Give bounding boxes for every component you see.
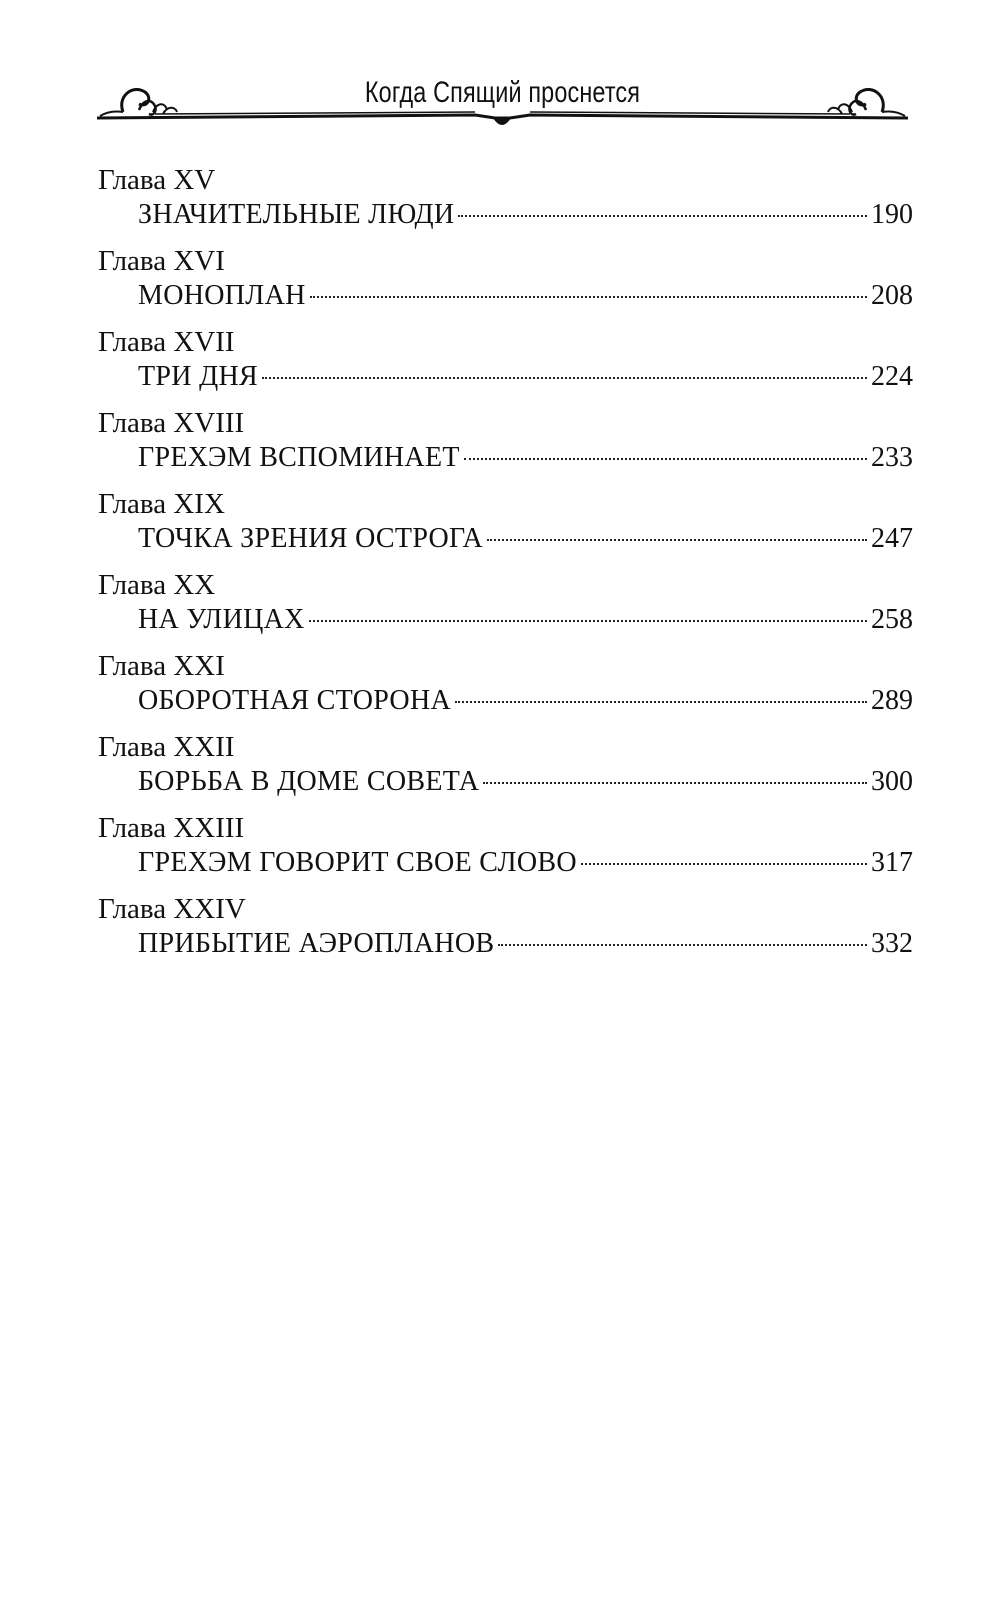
chapter-title-line (138, 359, 913, 395)
toc-entry (98, 241, 913, 322)
toc-entry (98, 727, 913, 808)
chapter-label: Глава XXII (98, 731, 235, 763)
page-number: 247 (871, 523, 913, 554)
dot-leader (498, 944, 867, 946)
chapter-title: ЗНАЧИТЕЛЬНЫЕ ЛЮДИ (138, 199, 455, 230)
page-number: 190 (871, 199, 913, 230)
dot-leader (581, 863, 867, 865)
toc-entry (98, 808, 913, 889)
toc-entry (98, 160, 913, 241)
page-number: 233 (871, 442, 913, 473)
dot-leader (464, 458, 867, 460)
chapter-title: ГРЕХЭМ ГОВОРИТ СВОЕ СЛОВО (138, 847, 577, 878)
chapter-title: НА УЛИЦАХ (138, 604, 305, 635)
table-of-contents (98, 160, 913, 970)
toc-entry (98, 646, 913, 727)
page-number: 289 (871, 685, 913, 716)
chapter-title-line (138, 521, 913, 557)
chapter-label: Глава XVII (98, 326, 235, 358)
chapter-title-line (138, 764, 913, 800)
chapter-title-line (138, 278, 913, 314)
page-number: 317 (871, 847, 913, 878)
dot-leader (455, 701, 867, 703)
chapter-title-line (138, 683, 913, 719)
page-number: 258 (871, 604, 913, 635)
chapter-label: Глава XX (98, 569, 216, 601)
chapter-label: Глава XXIII (98, 812, 245, 844)
toc-entry (98, 484, 913, 565)
chapter-label: Глава XIX (98, 488, 225, 520)
dot-leader (309, 620, 867, 622)
chapter-title-line (138, 845, 913, 881)
running-header (95, 70, 910, 140)
chapter-label: Глава XVIII (98, 407, 245, 439)
chapter-title: ГРЕХЭМ ВСПОМИНАЕТ (138, 442, 460, 473)
toc-entry (98, 322, 913, 403)
chapter-title: ТРИ ДНЯ (138, 361, 258, 392)
chapter-title: МОНОПЛАН (138, 280, 306, 311)
chapter-title-line (138, 926, 913, 962)
toc-entry (98, 565, 913, 646)
page-number: 300 (871, 766, 913, 797)
chapter-title: ТОЧКА ЗРЕНИЯ ОСТРОГА (138, 523, 484, 554)
chapter-label: Глава XXI (98, 650, 225, 682)
book-title: Когда Спящий проснется (364, 76, 641, 109)
chapter-title-line (138, 602, 913, 638)
chapter-label: Глава XV (98, 164, 216, 196)
chapter-title: ПРИБЫТИЕ АЭРОПЛАНОВ (138, 928, 495, 959)
chapter-label: Глава XVI (98, 245, 225, 277)
dot-leader (310, 296, 867, 298)
chapter-title: БОРЬБА В ДОМЕ СОВЕТА (138, 766, 480, 797)
chapter-title-line (138, 197, 913, 233)
dot-leader (262, 377, 867, 379)
chapter-label: Глава XXIV (98, 893, 246, 925)
toc-entry (98, 889, 913, 970)
toc-entry (98, 403, 913, 484)
dot-leader (458, 215, 867, 217)
dot-leader (487, 539, 867, 541)
page-number: 224 (871, 361, 913, 392)
chapter-title-line (138, 440, 913, 476)
page-number: 208 (871, 280, 913, 311)
page-number: 332 (871, 928, 913, 959)
chapter-title: ОБОРОТНАЯ СТОРОНА (138, 685, 451, 716)
dot-leader (483, 782, 867, 784)
